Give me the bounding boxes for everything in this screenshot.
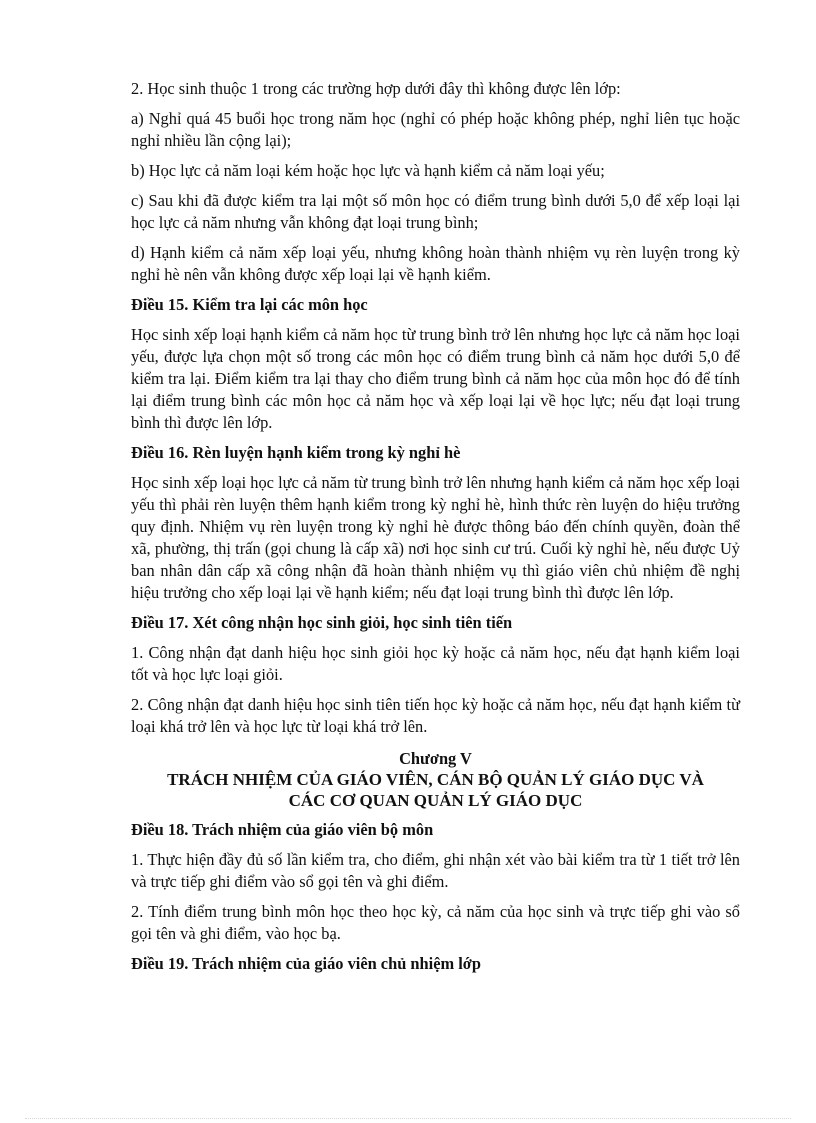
article-18-heading: Điều 18. Trách nhiệm của giáo viên bộ môn [131,820,434,839]
article-18-item-2: 2. Tính điểm trung bình môn học theo học kỳ, cả năm của học sinh và trực tiếp ghi vào sổ gọi tên và ghi điểm, vào học bạ. [131,902,740,943]
document-page [131,78,740,983]
article-17-item-1: 1. Công nhận đạt danh hiệu học sinh giỏi học kỳ hoặc cả năm học, nếu đạt hạnh kiểm loại tốt và học lực loại giỏi. [131,643,740,684]
page-bottom-divider [25,1118,791,1119]
clause-2c: c) Sau khi đã được kiểm tra lại một số môn học có điểm trung bình dưới 5,0 để xếp loại lại học lực cả năm nhưng vẫn không đạt loại trung bình; [131,191,740,232]
article-15-body: Học sinh xếp loại hạnh kiểm cả năm học từ trung bình trở lên nhưng học lực cả năm học loại yếu, được lựa chọn một số trong các môn học có điểm trung bình cả năm học dưới 5,0 để kiểm tra lại. Điểm kiểm tra lại thay cho điểm trung bình cả năm học của môn học đó để tính lại điểm trung bình các môn học cả năm học và xếp loại lại về học lực; nếu đạt loại trung bình thì được lên lớp. [131,325,740,432]
clause-2a: a) Nghỉ quá 45 buổi học trong năm học (nghỉ có phép hoặc không phép, nghỉ liên tục hoặc nghỉ nhiều lần cộng lại); [131,109,740,150]
article-15-heading: Điều 15. Kiểm tra lại các môn học [131,295,368,314]
article-19-heading: Điều 19. Trách nhiệm của giáo viên chủ nhiệm lớp [131,954,481,973]
article-18-item-1: 1. Thực hiện đầy đủ số lần kiểm tra, cho điểm, ghi nhận xét vào bài kiểm tra từ 1 tiết trở lên và trực tiếp ghi điểm vào sổ gọi tên và ghi điểm. [131,850,740,891]
chapter-title-line-2: CÁC CƠ QUAN QUẢN LÝ GIÁO DỤC [288,791,583,810]
article-17-item-2: 2. Công nhận đạt danh hiệu học sinh tiên tiến học kỳ hoặc cả năm học, nếu đạt hạnh kiểm từ loại khá trở lên và học lực từ loại khá trở lên. [131,695,740,736]
chapter-heading [131,748,740,811]
article-17-heading: Điều 17. Xét công nhận học sinh giỏi, học sinh tiên tiến [131,613,513,632]
clause-2-intro: 2. Học sinh thuộc 1 trong các trường hợp dưới đây thì không được lên lớp: [131,79,621,98]
chapter-label: Chương V [399,749,472,768]
clause-2d: d) Hạnh kiểm cả năm xếp loại yếu, nhưng không hoàn thành nhiệm vụ rèn luyện trong kỳ nghỉ hè nên vẫn không được xếp loại lại về hạnh kiểm. [131,243,740,284]
clause-2b: b) Học lực cả năm loại kém hoặc học lực và hạnh kiểm cả năm loại yếu; [131,161,605,180]
chapter-title-line-1: TRÁCH NHIỆM CỦA GIÁO VIÊN, CÁN BỘ QUẢN LÝ GIÁO DỤC VÀ [167,770,704,789]
article-16-body: Học sinh xếp loại học lực cả năm từ trung bình trở lên nhưng hạnh kiểm cả năm học xếp loại yếu thì phải rèn luyện thêm hạnh kiểm trong kỳ nghỉ hè, hình thức rèn luyện do hiệu trưởng quy định. Nhiệm vụ rèn luyện trong kỳ nghỉ hè được thông báo đến chính quyền, đoàn thể xã, phường, thị trấn (gọi chung là cấp xã) nơi học sinh cư trú. Cuối kỳ nghỉ hè, nếu được Uỷ ban nhân dân cấp xã công nhận đã hoàn thành nhiệm vụ thì giáo viên chủ nhiệm đề nghị hiệu trưởng cho xếp loại lại về hạnh kiểm; nếu đạt loại trung bình thì được lên lớp. [131,473,740,602]
article-16-heading: Điều 16. Rèn luyện hạnh kiểm trong kỳ nghỉ hè [131,443,461,462]
